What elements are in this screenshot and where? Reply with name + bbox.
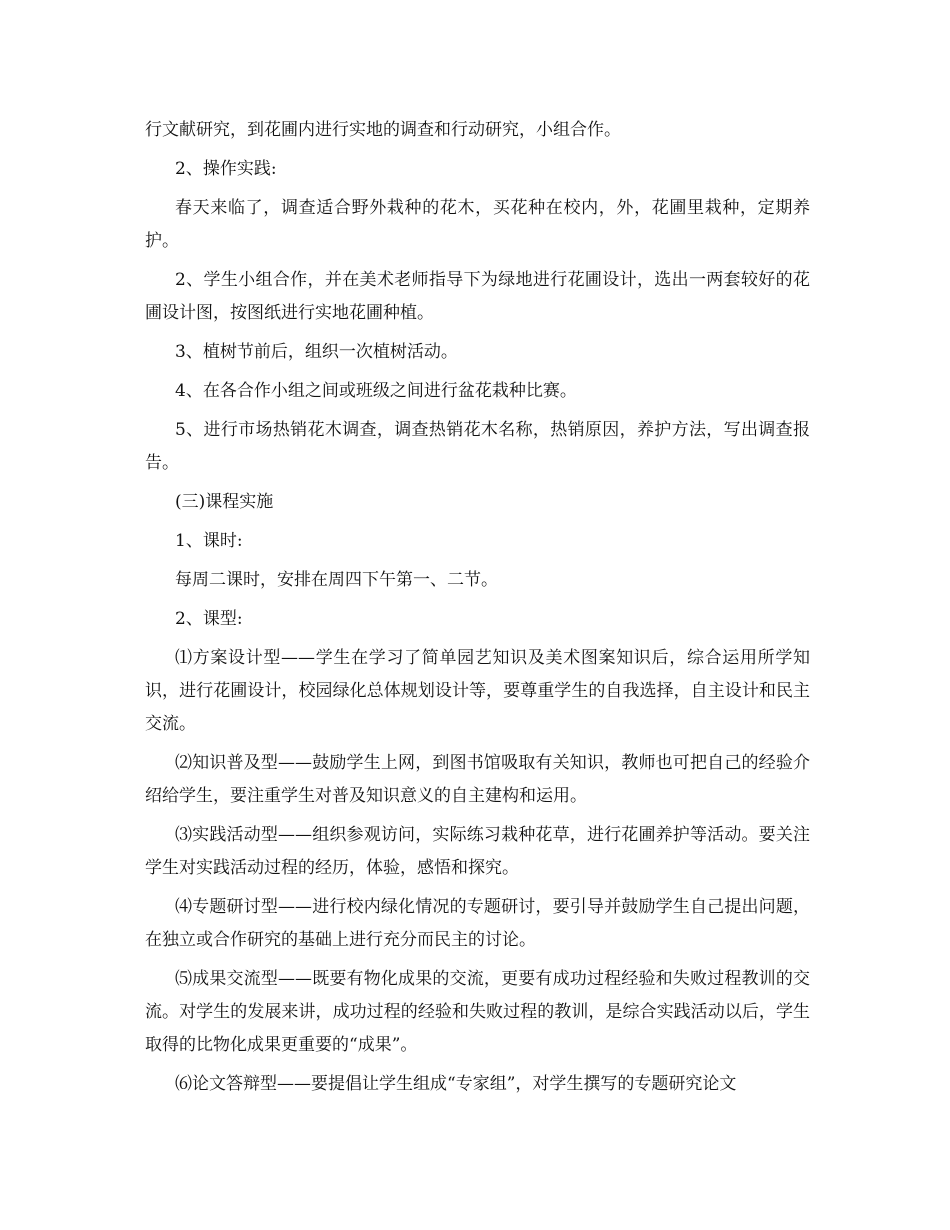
paragraph-9: 每周二课时，安排在周四下午第一、二节。	[175, 570, 498, 590]
paragraph-15: ⑸成果交流型——既要有物化成果的交流，更要有成功过程经验和失败过程教训的交流。对学生的发展来讲，成功过程的经验和失败过程的教训，是综合实践活动以后，学生取得的比物化成果更重要的“成果”。	[145, 969, 810, 1055]
paragraph-14: ⑷专题研讨型——进行校内绿化情况的专题研讨，要引导并鼓励学生自己提出问题，在独立或合作研究的基础上进行充分而民主的讨论。	[145, 897, 810, 950]
paragraph-6: 5、进行市场热销花木调查，调查热销花木名称，热销原因，养护方法，写出调查报告。	[145, 420, 810, 473]
document-page	[145, 114, 810, 1107]
paragraph-4: 3、植树节前后，组织一次植树活动。	[175, 342, 458, 362]
paragraph-2: 春天来临了，调查适合野外栽种的花木，买花种在校内，外，花圃里栽种，定期养护。	[145, 198, 810, 251]
paragraph-3: 2、学生小组合作，并在美术老师指导下为绿地进行花圃设计，选出一两套较好的花圃设计图，按图纸进行实地花圃种植。	[145, 270, 810, 323]
paragraph-1: 2、操作实践:	[175, 159, 277, 179]
paragraph-16: ⑹论文答辩型——要提倡让学生组成“专家组”，对学生撰写的专题研究论文	[175, 1074, 737, 1094]
paragraph-12: ⑵知识普及型——鼓励学生上网，到图书馆吸取有关知识，教师也可把自己的经验介绍给学生，要注重学生对普及知识意义的自主建构和运用。	[145, 753, 810, 806]
paragraph-11: ⑴方案设计型——学生在学习了简单园艺知识及美术图案知识后，综合运用所学知识，进行花圃设计，校园绿化总体规划设计等，要尊重学生的自我选择，自主设计和民主交流。	[145, 648, 810, 734]
paragraph-5: 4、在各合作小组之间或班级之间进行盆花栽种比赛。	[175, 381, 577, 401]
paragraph-13: ⑶实践活动型——组织参观访问，实际练习栽种花草，进行花圃养护等活动。要关注学生对实践活动过程的经历，体验，感悟和探究。	[145, 825, 810, 878]
paragraph-10: 2、课型:	[175, 609, 243, 629]
section-heading: (三)课程实施	[175, 492, 274, 512]
paragraph-0: 行文献研究，到花圃内进行实地的调查和行动研究，小组合作。	[145, 120, 621, 140]
paragraph-8: 1、课时:	[175, 531, 243, 551]
